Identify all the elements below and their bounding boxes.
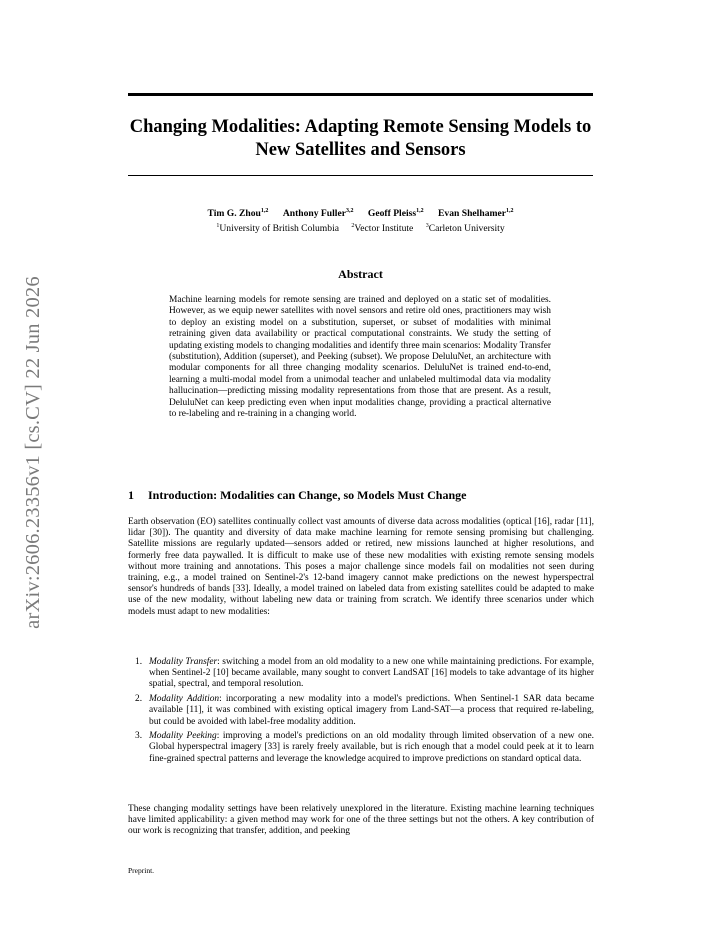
arxiv-identifier: arXiv:2606.23356v1 [cs.CV] 22 Jun 2026 xyxy=(21,276,44,629)
intro-paragraph: Earth observation (EO) satellites continually collect vast amounts of diverse data across modalities (optical [16], radar [11], lidar [30]). The quantity and diversity of data make machine learning for remote sensing promising but challenging. Satellite missions are regularly updated—sensors added or retired, new missions launched at higher resolutions, and formerly free data paywalled. It is difficult to make use of these new modalities with existing remote sensing models without more training and annotations. This poses a major challenge since models fail on modalities not seen during training, e.g., a model trained on Sentinel-2's 12-band imagery cannot make predictions on the newest hyperspectral sensor's hundreds of bands [33]. Ideally, a model trained on labeled data from existing satellites could be adapted to make use of the new modality, without labeling new data or training from scratch. We identify three scenarios under which models must adapt to new modalities: xyxy=(128,517,594,617)
author: Anthony Fuller$^{3,2}$ xyxy=(282,208,354,220)
abstract-text: Machine learning models for remote sensing are trained and deployed on a static set of modalities. However, as we equip newer satellites with novel sensors and retire old ones, practitioners may wish to deploy an existing model on a substitution, superset, or subset of modalities with minimal retraining given data availability or practical computational constraints. We study the setting of updating existing models to changing modalities and identify three main scenarios: Modality Transfer (substitution), Addition (superset), and Peeking (subset). We propose DeluluNet, an architecture with modular components for all three changing modality scenarios. DeluluNet is trained end-to-end, learning a multi-modal model from a unimodal teacher and unlabeled multimodal data via modality hallucination—predicting missing modality representations from those that are present. As a result, DeluluNet can keep predicting even when input modalities change, providing a practical alternative to re-labeling and re-training in a changing world. xyxy=(169,295,551,420)
abstract-heading: Abstract xyxy=(338,267,383,281)
affiliation: $^1$University of British Columbia xyxy=(216,223,339,235)
author-block xyxy=(128,205,593,235)
section-title: Introduction: Modalities can Change, so Models Must Change xyxy=(148,488,467,502)
arxiv-side-stamp xyxy=(20,260,46,645)
affiliation: $^2$Vector Institute xyxy=(351,223,414,235)
list-item-term: Modality Transfer xyxy=(149,657,218,667)
closing-paragraph: These changing modality settings have been relatively unexplored in the literature. Existing machine learning techniques have limited applicability: a given method may work for one of the three settings but not the others. A key contribution of our work is recognizing that transfer, addition, and peeking xyxy=(128,804,594,837)
affiliation: $^3$Carleton University xyxy=(425,223,505,235)
author-names xyxy=(128,205,593,220)
list-item-term: Modality Peeking xyxy=(149,731,217,742)
scenario-list xyxy=(135,657,594,768)
title-bottom-rule xyxy=(128,175,593,176)
list-item-term: Modality Addition xyxy=(149,694,220,705)
footer-preprint: Preprint. xyxy=(128,866,155,875)
paper-title: Changing Modalities: Adapting Remote Sensing Models to New Satellites and Sensors xyxy=(129,117,592,160)
title-top-rule xyxy=(128,93,593,96)
list-item-text: : switching a model from an old modality to a new one while maintaining predictions. For example, when Sentinel-2 [10] became available, many sought to convert LandSAT [16] models to take advantage of its higher spatial, spectral, and temporal resolution. xyxy=(149,657,594,690)
list-item: 2. Modality Addition: incorporating a new modality into a model's predictions. When Sentinel-1 SAR data became available [11], it was combined with existing optical imagery from Land-SAT—a process that required re-labeling, but could be avoided with label-free modality addition. xyxy=(135,694,595,727)
list-item: 3. Modality Peeking: improving a model's predictions on an old modality through limited observation of a new one. Global hyperspectral imagery [33] is rarely freely available, but is rich enough that a model could peek at it to learn fine-grained spectral patterns and leverage the knowledge acquired to improve predictions on standard optical data. xyxy=(135,731,594,764)
list-item: 1. Modality Transfer: switching a model from an old modality to a new one while maintaining predictions. For example, when Sentinel-2 [10] became available, many sought to convert LandSAT [16] models to take advantage of its higher spatial, spectral, and temporal resolution. xyxy=(135,657,594,690)
section-number: 1 xyxy=(128,488,134,502)
affiliations xyxy=(128,220,593,235)
section-heading xyxy=(128,488,466,503)
author: Tim G. Zhou$^{1,2}$ xyxy=(207,208,269,220)
author: Geoff Pleiss$^{1,2}$ xyxy=(367,208,424,220)
list-item-text: : incorporating a new modality into a model's predictions. When Sentinel-1 SAR data became available [11], it was combined with existing optical imagery from Land-SAT—a process that required re-labeling, but could be avoided with label-free modality addition. xyxy=(149,694,595,727)
author: Evan Shelhamer$^{1,2}$ xyxy=(438,208,514,220)
list-item-text: : improving a model's predictions on an old modality through limited observation of a new one. Global hyperspectral imagery [33] is rarely freely available, but is rich enough that a model could peek at it to learn fine-grained spectral patterns and leverage the knowledge acquired to improve predictions on standard optical data. xyxy=(149,731,594,764)
